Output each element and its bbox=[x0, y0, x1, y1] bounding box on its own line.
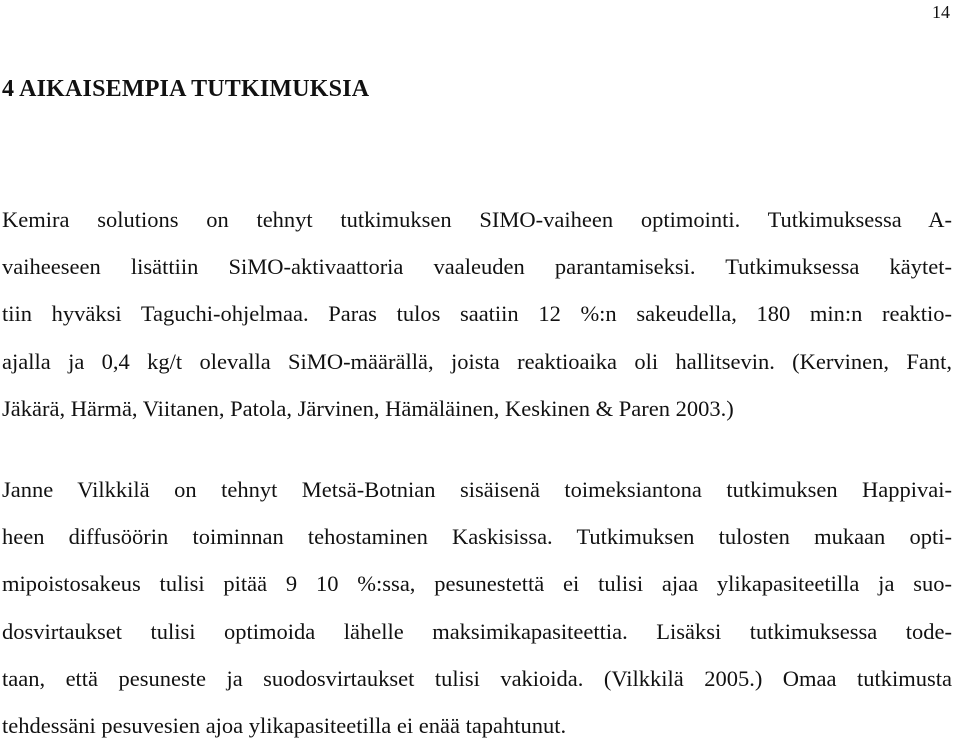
paragraph-line: ajalla ja 0,4 kg/t olevalla SiMO-määrällä, joista reaktioaika oli hallitsevin. (Kervinen, Fant, bbox=[2, 348, 952, 374]
paragraph-line: taan, että pesuneste ja suodosvirtaukset tulisi vakioida. (Vilkkilä 2005.) Omaa tutkimusta bbox=[2, 665, 952, 691]
paragraph-line: Kemira solutions on tehnyt tutkimuksen SIMO-vaiheen optimointi. Tutkimuksessa A- bbox=[2, 207, 952, 232]
paragraph-line: vaiheeseen lisättiin SiMO-aktivaattoria vaaleuden parantamiseksi. Tutkimuksessa käytet- bbox=[2, 254, 952, 280]
paragraph-vilkkila-study bbox=[2, 466, 952, 749]
paragraph-line: Jäkärä, Härmä, Viitanen, Patola, Järvinen, Hämäläinen, Keskinen & Paren 2003.) bbox=[2, 395, 734, 421]
page-number: 14 bbox=[932, 2, 950, 22]
paragraph-kemira-study bbox=[2, 196, 952, 432]
paragraph-line: mipoistosakeus tulisi pitää 9 10 %:ssa, pesunestettä ei tulisi ajaa ylikapasiteetilla ja suo- bbox=[2, 571, 952, 597]
paragraph-line: heen diffusöörin toiminnan tehostaminen Kaskisissa. Tutkimuksen tulosten mukaan opti- bbox=[2, 524, 952, 550]
paragraph-line: Janne Vilkkilä on tehnyt Metsä-Botnian sisäisenä toimeksiantona tutkimuksen Happivai- bbox=[2, 477, 952, 502]
paragraph-line: tiin hyväksi Taguchi-ohjelmaa. Paras tulos saatiin 12 %:n sakeudella, 180 min:n reaktio- bbox=[2, 301, 952, 327]
paragraph-line: tehdessäni pesuvesien ajoa ylikapasiteetilla ei enää tapahtunut. bbox=[2, 713, 567, 739]
chapter-heading: 4 AIKAISEMPIA TUTKIMUKSIA bbox=[2, 76, 370, 102]
paragraph-line: dosvirtaukset tulisi optimoida lähelle maksimikapasiteettia. Lisäksi tutkimuksessa tode- bbox=[2, 618, 952, 644]
